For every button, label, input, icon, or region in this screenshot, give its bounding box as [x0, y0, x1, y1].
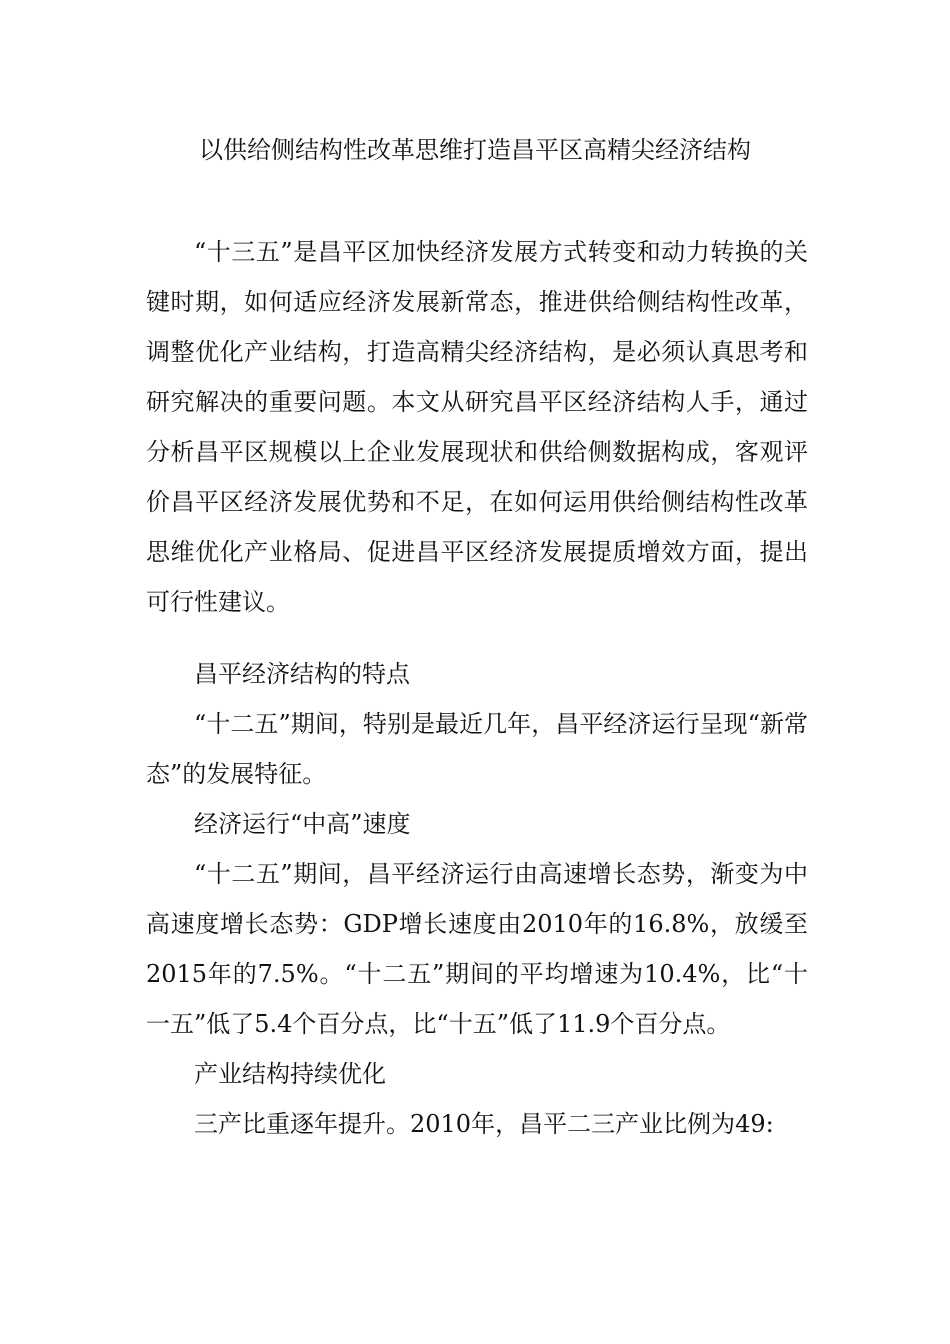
section-paragraph-new-normal: “十二五”期间，特别是最近几年，昌平经济运行呈现“新常态”的发展特征。	[146, 710, 808, 788]
paragraph-spacer	[146, 627, 808, 649]
section-heading-industry-optimization: 产业结构持续优化	[194, 1060, 386, 1088]
document-title: 以供给侧结构性改革思维打造昌平区高精尖经济结构	[199, 136, 751, 164]
section-paragraph-growth-rate: “十二五”期间，昌平经济运行由高速增长态势，渐变为中高速度增长态势：GDP增长速度由2010年的16.8%，放缓至2015年的7.5%。“十二五”期间的平均增速为10.4%，比“十一五”低了5.4个百分点，比“十五”低了11.9个百分点。	[146, 860, 808, 1038]
section-paragraph-tertiary-share: 三产比重逐年提升。2010年，昌平二三产业比例为49:	[194, 1110, 774, 1138]
section-heading-medium-high-speed: 经济运行“中高”速度	[194, 810, 411, 838]
section-heading-structure-features: 昌平经济结构的特点	[194, 660, 410, 688]
document-body	[146, 227, 808, 1149]
abstract-paragraph: “十三五”是昌平区加快经济发展方式转变和动力转换的关键时期，如何适应经济发展新常态，推进供给侧结构性改革，调整优化产业结构，打造高精尖经济结构，是必须认真思考和研究解决的重要问题。本文从研究昌平区经济结构人手，通过分析昌平区规模以上企业发展现状和供给侧数据构成，客观评价昌平区经济发展优势和不足，在如何运用供给侧结构性改革思维优化产业格局、促进昌平区经济发展提质增效方面，提出可行性建议。	[146, 238, 808, 616]
